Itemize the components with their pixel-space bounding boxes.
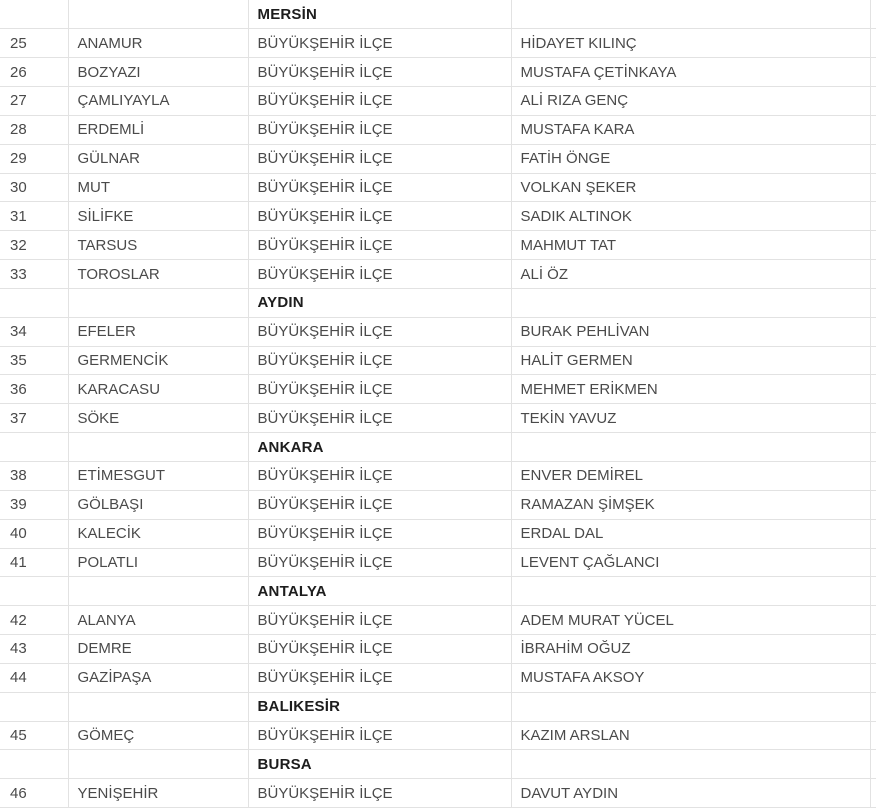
category-cell: BÜYÜKŞEHİR İLÇE — [248, 404, 511, 433]
row-number-cell — [0, 288, 68, 317]
edge-cell — [870, 317, 876, 346]
district-cell — [68, 577, 248, 606]
edge-cell — [870, 173, 876, 202]
district-row — [0, 779, 876, 808]
category-cell: BÜYÜKŞEHİR İLÇE — [248, 202, 511, 231]
edge-cell — [870, 462, 876, 491]
district-cell — [68, 433, 248, 462]
person-name-cell — [511, 0, 870, 29]
district-row — [0, 58, 876, 87]
district-cell: SÖKE — [68, 404, 248, 433]
person-name-cell: ALİ RIZA GENÇ — [511, 87, 870, 116]
district-cell — [68, 288, 248, 317]
person-name-cell: DAVUT AYDIN — [511, 779, 870, 808]
row-number-cell: 41 — [0, 548, 68, 577]
edge-cell — [870, 577, 876, 606]
category-cell: BÜYÜKŞEHİR İLÇE — [248, 115, 511, 144]
row-number-cell: 28 — [0, 115, 68, 144]
edge-cell — [870, 87, 876, 116]
district-cell — [68, 692, 248, 721]
category-cell: BÜYÜKŞEHİR İLÇE — [248, 260, 511, 289]
district-cell: DEMRE — [68, 635, 248, 664]
row-number-cell: 37 — [0, 404, 68, 433]
district-row — [0, 490, 876, 519]
person-name-cell: RAMAZAN ŞİMŞEK — [511, 490, 870, 519]
edge-cell — [870, 692, 876, 721]
row-number-cell: 39 — [0, 490, 68, 519]
category-cell: BÜYÜKŞEHİR İLÇE — [248, 519, 511, 548]
person-name-cell: BURAK PEHLİVAN — [511, 317, 870, 346]
edge-cell — [870, 202, 876, 231]
edge-cell — [870, 490, 876, 519]
district-cell: POLATLI — [68, 548, 248, 577]
row-number-cell: 46 — [0, 779, 68, 808]
edge-cell — [870, 433, 876, 462]
row-number-cell: 35 — [0, 346, 68, 375]
edge-cell — [870, 144, 876, 173]
category-cell: BÜYÜKŞEHİR İLÇE — [248, 144, 511, 173]
row-number-cell — [0, 0, 68, 29]
edge-cell — [870, 779, 876, 808]
row-number-cell: 40 — [0, 519, 68, 548]
edge-cell — [870, 375, 876, 404]
row-number-cell: 44 — [0, 663, 68, 692]
category-cell: BÜYÜKŞEHİR İLÇE — [248, 346, 511, 375]
person-name-cell: LEVENT ÇAĞLANCI — [511, 548, 870, 577]
row-number-cell: 43 — [0, 635, 68, 664]
category-cell: BÜYÜKŞEHİR İLÇE — [248, 779, 511, 808]
category-cell: BÜYÜKŞEHİR İLÇE — [248, 606, 511, 635]
edge-cell — [870, 288, 876, 317]
district-row — [0, 635, 876, 664]
category-cell: BÜYÜKŞEHİR İLÇE — [248, 231, 511, 260]
row-number-cell: 45 — [0, 721, 68, 750]
category-cell: BÜYÜKŞEHİR İLÇE — [248, 548, 511, 577]
edge-cell — [870, 115, 876, 144]
person-name-cell: MUSTAFA ÇETİNKAYA — [511, 58, 870, 87]
district-row — [0, 519, 876, 548]
person-name-cell: HİDAYET KILINÇ — [511, 29, 870, 58]
category-cell: BÜYÜKŞEHİR İLÇE — [248, 462, 511, 491]
person-name-cell — [511, 288, 870, 317]
row-number-cell: 32 — [0, 231, 68, 260]
edge-cell — [870, 231, 876, 260]
district-row — [0, 87, 876, 116]
person-name-cell: SADIK ALTINOK — [511, 202, 870, 231]
person-name-cell: TEKİN YAVUZ — [511, 404, 870, 433]
edge-cell — [870, 519, 876, 548]
district-cell: ERDEMLİ — [68, 115, 248, 144]
person-name-cell: FATİH ÖNGE — [511, 144, 870, 173]
district-cell: SİLİFKE — [68, 202, 248, 231]
row-number-cell: 30 — [0, 173, 68, 202]
district-cell: ALANYA — [68, 606, 248, 635]
person-name-cell — [511, 750, 870, 779]
province-section-row — [0, 577, 876, 606]
province-name-cell: ANTALYA — [248, 577, 511, 606]
category-cell: BÜYÜKŞEHİR İLÇE — [248, 317, 511, 346]
district-cell: GAZİPAŞA — [68, 663, 248, 692]
district-cell: EFELER — [68, 317, 248, 346]
province-section-row — [0, 288, 876, 317]
row-number-cell — [0, 692, 68, 721]
district-row — [0, 29, 876, 58]
district-cell: YENİŞEHİR — [68, 779, 248, 808]
district-cell: ANAMUR — [68, 29, 248, 58]
category-cell: BÜYÜKŞEHİR İLÇE — [248, 87, 511, 116]
district-cell: KARACASU — [68, 375, 248, 404]
district-row — [0, 404, 876, 433]
district-row — [0, 115, 876, 144]
category-cell: BÜYÜKŞEHİR İLÇE — [248, 375, 511, 404]
category-cell: BÜYÜKŞEHİR İLÇE — [248, 663, 511, 692]
person-name-cell: ENVER DEMİREL — [511, 462, 870, 491]
district-cell: GÖLBAŞI — [68, 490, 248, 519]
person-name-cell — [511, 577, 870, 606]
province-section-row — [0, 692, 876, 721]
person-name-cell: KAZIM ARSLAN — [511, 721, 870, 750]
province-name-cell: AYDIN — [248, 288, 511, 317]
edge-cell — [870, 750, 876, 779]
edge-cell — [870, 548, 876, 577]
person-name-cell: HALİT GERMEN — [511, 346, 870, 375]
row-number-cell — [0, 433, 68, 462]
district-row — [0, 606, 876, 635]
row-number-cell: 25 — [0, 29, 68, 58]
district-row — [0, 317, 876, 346]
category-cell: BÜYÜKŞEHİR İLÇE — [248, 721, 511, 750]
province-section-row — [0, 0, 876, 29]
edge-cell — [870, 404, 876, 433]
district-row — [0, 721, 876, 750]
district-row — [0, 144, 876, 173]
row-number-cell: 38 — [0, 462, 68, 491]
edge-cell — [870, 635, 876, 664]
row-number-cell: 33 — [0, 260, 68, 289]
district-cell: GÖMEÇ — [68, 721, 248, 750]
district-row — [0, 173, 876, 202]
person-name-cell: ADEM MURAT YÜCEL — [511, 606, 870, 635]
district-row — [0, 231, 876, 260]
district-cell: GERMENCİK — [68, 346, 248, 375]
district-row — [0, 663, 876, 692]
district-cell: GÜLNAR — [68, 144, 248, 173]
row-number-cell: 29 — [0, 144, 68, 173]
row-number-cell: 27 — [0, 87, 68, 116]
district-cell: KALECİK — [68, 519, 248, 548]
district-cell — [68, 0, 248, 29]
category-cell: BÜYÜKŞEHİR İLÇE — [248, 635, 511, 664]
category-cell: BÜYÜKŞEHİR İLÇE — [248, 58, 511, 87]
province-name-cell: MERSİN — [248, 0, 511, 29]
province-name-cell: BURSA — [248, 750, 511, 779]
edge-cell — [870, 663, 876, 692]
person-name-cell: MUSTAFA KARA — [511, 115, 870, 144]
row-number-cell: 36 — [0, 375, 68, 404]
row-number-cell: 26 — [0, 58, 68, 87]
edge-cell — [870, 346, 876, 375]
province-name-cell: ANKARA — [248, 433, 511, 462]
edge-cell — [870, 58, 876, 87]
person-name-cell — [511, 433, 870, 462]
district-cell: ETİMESGUT — [68, 462, 248, 491]
province-section-row — [0, 433, 876, 462]
person-name-cell: MEHMET ERİKMEN — [511, 375, 870, 404]
district-row — [0, 202, 876, 231]
person-name-cell — [511, 692, 870, 721]
row-number-cell: 31 — [0, 202, 68, 231]
edge-cell — [870, 0, 876, 29]
district-cell: BOZYAZI — [68, 58, 248, 87]
district-cell: TOROSLAR — [68, 260, 248, 289]
edge-cell — [870, 29, 876, 58]
person-name-cell: MUSTAFA AKSOY — [511, 663, 870, 692]
district-row — [0, 346, 876, 375]
district-cell: MUT — [68, 173, 248, 202]
province-section-row — [0, 750, 876, 779]
category-cell: BÜYÜKŞEHİR İLÇE — [248, 29, 511, 58]
province-name-cell: BALIKESİR — [248, 692, 511, 721]
person-name-cell: ALİ ÖZ — [511, 260, 870, 289]
district-cell: ÇAMLIYAYLA — [68, 87, 248, 116]
row-number-cell: 42 — [0, 606, 68, 635]
row-number-cell: 34 — [0, 317, 68, 346]
row-number-cell — [0, 577, 68, 606]
district-row — [0, 548, 876, 577]
district-row — [0, 462, 876, 491]
district-cell — [68, 750, 248, 779]
person-name-cell: VOLKAN ŞEKER — [511, 173, 870, 202]
row-number-cell — [0, 750, 68, 779]
district-row — [0, 375, 876, 404]
edge-cell — [870, 721, 876, 750]
category-cell: BÜYÜKŞEHİR İLÇE — [248, 490, 511, 519]
category-cell: BÜYÜKŞEHİR İLÇE — [248, 173, 511, 202]
person-name-cell: ERDAL DAL — [511, 519, 870, 548]
edge-cell — [870, 260, 876, 289]
edge-cell — [870, 606, 876, 635]
district-cell: TARSUS — [68, 231, 248, 260]
person-name-cell: MAHMUT TAT — [511, 231, 870, 260]
district-row — [0, 260, 876, 289]
person-name-cell: İBRAHİM OĞUZ — [511, 635, 870, 664]
